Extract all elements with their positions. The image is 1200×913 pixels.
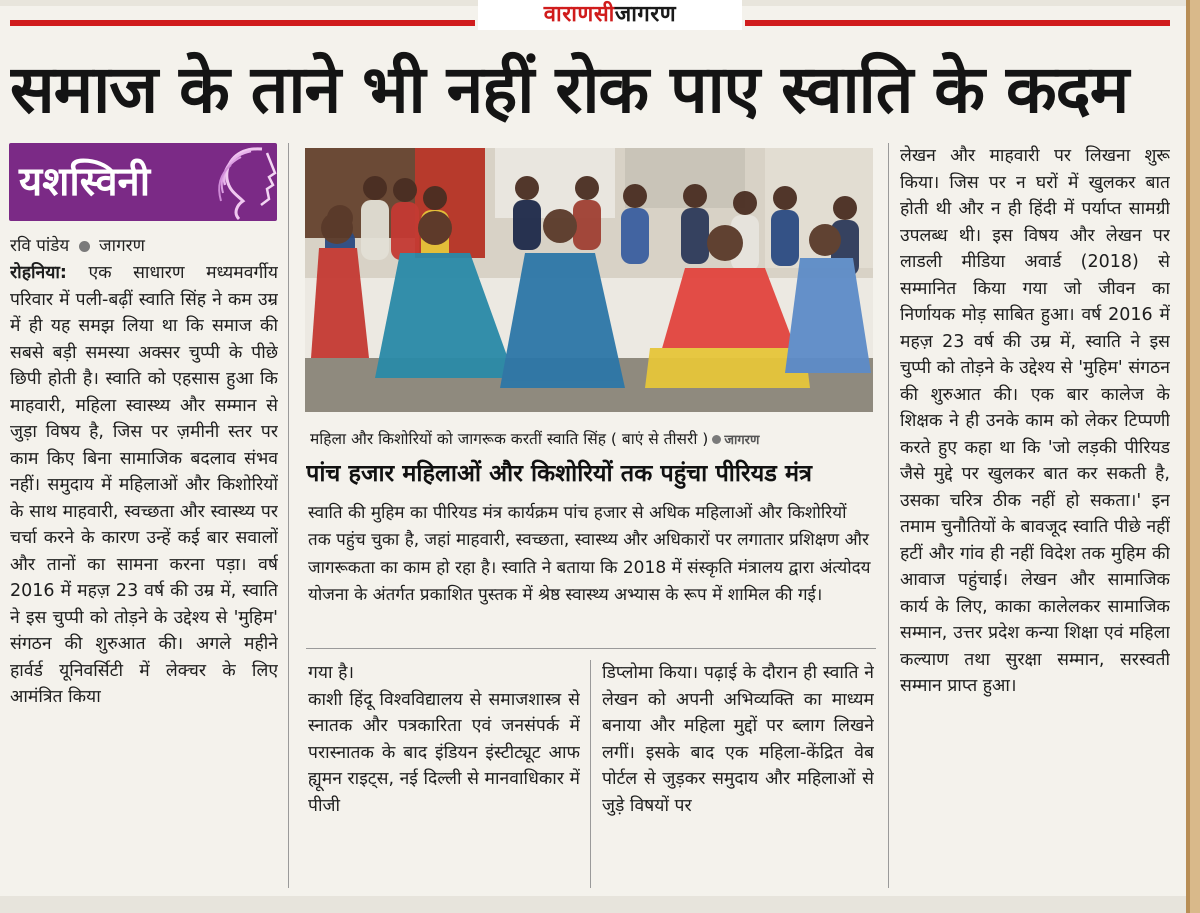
article-column-2: गया है। काशी हिंदू विश्वविद्यालय से समाजशास्त्र से स्नातक और पत्रकारिता एवं जनसंपर्क में परास्नातक के बाद इंडियन इंस्टीट्यूट आफ ह्यूमन राइट्स, नई दिल्ली से मानवाधिकार में पीजी (308, 663, 580, 816)
byline (10, 233, 145, 256)
photo-caption-text: महिला और किशोरियों को जागरूक करतीं स्वाति सिंह ( बाएं से तीसरी ) (310, 430, 709, 448)
masthead (478, 0, 742, 30)
article-photo (305, 148, 873, 412)
headline: समाज के ताने भी नहीं रोक पाए स्वाति के कदम (10, 51, 1129, 128)
top-bar (0, 0, 1186, 30)
masthead-city: वाराणसी (543, 2, 615, 27)
woman-profile-icon (167, 143, 277, 221)
highlight-paragraph: स्वाति की मुहिम का पीरियड मंत्र कार्यक्रम पांच हजार से अधिक महिलाओं और किशोरियों तक पहुंच चुका है, जहां माहवारी, स्वच्छता, स्वास्थ्य और अधिकारों पर लगातार प्रशिक्षण और जागरूकता का काम हो रहा है। स्वाति ने बताया कि 2018 में संस्कृति मंत्रालय द्वारा अंत्योदय योजना के अंतर्गत प्रकाशित पुस्तक में श्रेष्ठ स्वास्थ्य अभ्यास के रूप में शामिल की गई। (308, 503, 871, 605)
dateline: रोहनिया: (10, 263, 67, 283)
column-divider (888, 143, 889, 888)
byline-author: रवि पांडेय (10, 236, 70, 256)
photo-caption (310, 427, 759, 449)
bullet-icon (712, 435, 721, 444)
section-brand (9, 143, 277, 221)
bullet-icon (79, 241, 90, 252)
section-brand-label: यशस्विनी (19, 159, 151, 205)
column-divider (288, 143, 289, 888)
masthead-paper: जागरण (614, 2, 677, 27)
bottom-margin (0, 896, 1186, 913)
column-1-text: एक साधारण मध्यमवर्गीय परिवार में पली-बढ़ीं स्वाति सिंह ने कम उम्र में ही यह समझ लिया था कि समाज की सबसे बड़ी समस्या अक्सर चुप्पी के पीछे छिपी होती है। स्वाति को एहसास हुआ कि माहवारी, महिला स्वास्थ्य और सम्मान से जुड़ा विषय है, जिस पर ज़मीनी स्तर पर काम किए बिना सामाजिक बदलाव संभव नहीं। समुदाय में महिलाओं और किशोरियों के साथ माहवारी, स्वच्छता और स्वास्थ्य पर चर्चा करने के कारण उन्हें कई बार सवालों और तानों का सामना करना पड़ा। वर्ष 2016 में महज़ 23 वर्ष की उम्र में, स्वाति ने इस चुप्पी को तोड़ने के उद्देश्य से 'मुहिम' संगठन की शुरुआत की। अगले महीने हार्वर्ड यूनिवर्सिटी में लेक्चर के लिए आमंत्रित किया (10, 263, 278, 707)
byline-source: जागरण (99, 236, 145, 256)
article-column-3: डिप्लोमा किया। पढ़ाई के दौरान ही स्वाति ने लेखन को अपनी अभिव्यक्ति का माध्यम बनाया और महिला मुद्दों पर ब्लाग लिखने लगीं। इसके बाद एक महिला-केंद्रित वेब पोर्टल से जुड़कर समुदाय और महिलाओं से जुड़े विषयों पर (602, 663, 874, 816)
page-edge (1186, 0, 1200, 913)
photo-caption-source: जागरण (724, 433, 760, 448)
red-rule-left (10, 20, 475, 26)
subheadline: पांच हजार महिलाओं और किशोरियों तक पहुंचा पीरियड मंत्र (306, 459, 812, 487)
article-column-4: लेखन और माहवारी पर लिखना शुरू किया। जिस पर न घरों में खुलकर बात होती थी और न ही हिंदी में पर्याप्त सामग्री उपलब्ध थी। इस विषय और लेखन पर लाडली मीडिया अवार्ड (2018) से सम्मानित किया गया जो जीवन का निर्णायक मोड़ साबित हुआ। वर्ष 2016 में महज़ 23 वर्ष की उम्र में, स्वाति ने इस चुप्पी को तोड़ने के उद्देश्य से 'मुहिम' संगठन की शुरुआत की। एक बार कालेज के शिक्षक ने ही उनके काम को लेकर टिप्पणी करते हुए कहा था कि 'जो लड़की पीरियड जैसे मुद्दे पर खुलकर बात कर सकती है, उसका चरित्र ठीक नहीं हो सकता।' इन तमाम चुनौतियों के बावजूद स्वाति पीछे नहीं हटीं और गांव ही नहीं विदेश तक मुहिम की आवाज पहुंचाई। लेखन और सामाजिक कार्य के लिए, काका कालेलकर सामाजिक सम्मान, उत्तर प्रदेश कन्या शिक्षा एवं महिला कल्याण तथा सुरक्षा सम्मान, सरस्वती सम्मान प्राप्त हुआ। (900, 146, 1170, 696)
section-divider (306, 648, 876, 649)
column-divider (590, 660, 591, 888)
group-photo (305, 148, 873, 412)
red-rule-right (745, 20, 1170, 26)
article-column-1 (10, 260, 278, 890)
